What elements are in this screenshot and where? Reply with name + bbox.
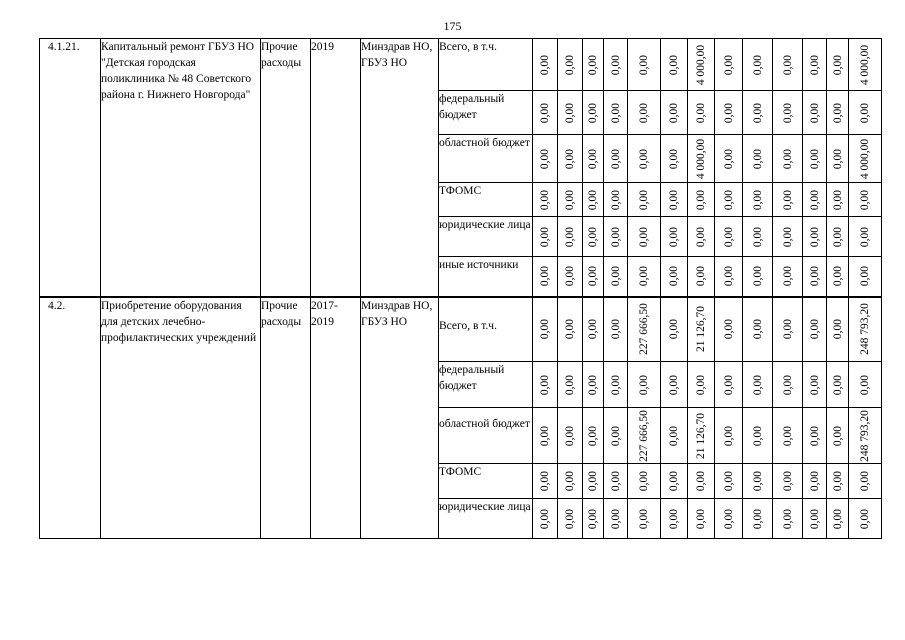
value-cell: 0,00 (604, 408, 628, 464)
value-cell: 0,00 (661, 297, 688, 362)
value-cell: 0,00 (803, 39, 827, 91)
value-cell: 0,00 (583, 297, 604, 362)
value-cell: 0,00 (604, 362, 628, 408)
value-cell: 0,00 (533, 464, 558, 499)
value-cell: 0,00 (604, 183, 628, 217)
value-cell: 0,00 (661, 91, 688, 135)
value-cell: 0,00 (558, 408, 583, 464)
value-cell: 0,00 (533, 408, 558, 464)
value-cell: 0,00 (743, 39, 773, 91)
funding-source: ТФОМС (439, 464, 533, 499)
funding-source: областной бюджет (439, 135, 533, 183)
value-cell: 0,00 (583, 408, 604, 464)
value-cell: 0,00 (803, 297, 827, 362)
value-cell: 0,00 (583, 464, 604, 499)
value-cell: 0,00 (743, 297, 773, 362)
value-cell: 0,00 (743, 183, 773, 217)
page-number: 175 (443, 19, 462, 33)
value-cell: 0,00 (803, 135, 827, 183)
value-cell: 0,00 (533, 39, 558, 91)
value-cell: 0,00 (558, 499, 583, 539)
table-row (40, 297, 882, 362)
value-cell: 0,00 (827, 135, 849, 183)
value-cell: 0,00 (558, 257, 583, 297)
value-cell: 0,00 (604, 257, 628, 297)
value-cell: 0,00 (743, 464, 773, 499)
value-cell: 0,00 (628, 499, 661, 539)
funding-source: Всего, в т.ч. (439, 39, 533, 91)
value-cell: 0,00 (849, 499, 882, 539)
value-cell: 0,00 (628, 135, 661, 183)
value-cell: 0,00 (803, 408, 827, 464)
funding-source: юридические лица (439, 499, 533, 539)
value-cell: 0,00 (849, 91, 882, 135)
value-cell: 0,00 (583, 135, 604, 183)
value-cell: 0,00 (661, 464, 688, 499)
value-cell: 0,00 (583, 39, 604, 91)
value-cell: 0,00 (803, 91, 827, 135)
item-category: Прочие расходы (261, 297, 311, 539)
value-cell: 0,00 (715, 297, 743, 362)
funding-source: областной бюджет (439, 408, 533, 464)
value-cell: 0,00 (715, 499, 743, 539)
value-cell: 0,00 (661, 217, 688, 257)
value-cell: 0,00 (827, 91, 849, 135)
item-executor: Минздрав НО, ГБУЗ НО (361, 297, 439, 539)
value-cell: 0,00 (604, 217, 628, 257)
value-cell: 0,00 (558, 183, 583, 217)
value-cell: 0,00 (628, 464, 661, 499)
value-cell: 0,00 (583, 362, 604, 408)
value-cell: 4 000,00 (688, 39, 715, 91)
value-cell: 0,00 (773, 183, 803, 217)
value-cell: 0,00 (773, 362, 803, 408)
funding-source: федеральный бюджет (439, 91, 533, 135)
value-cell: 0,00 (827, 183, 849, 217)
value-cell: 0,00 (773, 135, 803, 183)
value-cell: 0,00 (715, 39, 743, 91)
value-cell: 0,00 (773, 257, 803, 297)
value-cell: 0,00 (558, 39, 583, 91)
value-cell: 0,00 (827, 464, 849, 499)
value-cell: 0,00 (688, 91, 715, 135)
value-cell: 0,00 (558, 464, 583, 499)
item-number: 4.1.21. (40, 39, 101, 297)
value-cell: 0,00 (661, 135, 688, 183)
value-cell: 0,00 (533, 91, 558, 135)
value-cell: 0,00 (583, 183, 604, 217)
value-cell: 227 666,50 (628, 408, 661, 464)
value-cell: 0,00 (688, 257, 715, 297)
value-cell: 0,00 (743, 499, 773, 539)
value-cell: 0,00 (604, 91, 628, 135)
item-category: Прочие расходы (261, 39, 311, 297)
value-cell: 0,00 (743, 135, 773, 183)
item-title: Капитальный ремонт ГБУЗ НО "Детская городская поликлиника № 48 Советского района г. Нижнего Новгорода" (101, 39, 261, 297)
value-cell: 0,00 (743, 362, 773, 408)
item-years: 2017-2019 (311, 297, 361, 539)
value-cell: 0,00 (661, 408, 688, 464)
value-cell: 0,00 (827, 362, 849, 408)
value-cell: 0,00 (558, 217, 583, 257)
value-cell: 0,00 (688, 499, 715, 539)
table-row (40, 39, 882, 91)
value-cell: 0,00 (803, 257, 827, 297)
value-cell: 0,00 (604, 135, 628, 183)
item-executor: Минздрав НО, ГБУЗ НО (361, 39, 439, 297)
value-cell: 0,00 (661, 39, 688, 91)
value-cell: 0,00 (715, 135, 743, 183)
value-cell: 0,00 (803, 464, 827, 499)
value-cell: 227 666,50 (628, 297, 661, 362)
value-cell: 0,00 (661, 183, 688, 217)
value-cell: 0,00 (558, 297, 583, 362)
value-cell: 0,00 (604, 464, 628, 499)
value-cell: 0,00 (533, 362, 558, 408)
value-cell: 0,00 (533, 183, 558, 217)
value-cell: 0,00 (533, 499, 558, 539)
value-cell: 0,00 (743, 408, 773, 464)
value-cell: 0,00 (533, 257, 558, 297)
item-number: 4.2. (40, 297, 101, 539)
value-cell: 0,00 (558, 91, 583, 135)
value-cell: 0,00 (628, 362, 661, 408)
value-cell: 248 793,20 (849, 297, 882, 362)
value-cell: 0,00 (849, 183, 882, 217)
value-cell: 0,00 (688, 362, 715, 408)
value-cell: 0,00 (773, 408, 803, 464)
value-cell: 0,00 (604, 39, 628, 91)
value-cell: 0,00 (827, 408, 849, 464)
value-cell: 0,00 (803, 362, 827, 408)
value-cell: 0,00 (743, 257, 773, 297)
value-cell: 0,00 (628, 39, 661, 91)
value-cell: 0,00 (628, 257, 661, 297)
value-cell: 0,00 (628, 91, 661, 135)
funding-source: иные источники (439, 257, 533, 297)
value-cell: 0,00 (803, 217, 827, 257)
value-cell: 4 000,00 (849, 39, 882, 91)
value-cell: 0,00 (533, 217, 558, 257)
value-cell: 21 126,70 (688, 408, 715, 464)
value-cell: 4 000,00 (688, 135, 715, 183)
value-cell: 0,00 (715, 408, 743, 464)
value-cell: 0,00 (827, 217, 849, 257)
value-cell: 0,00 (604, 297, 628, 362)
value-cell: 0,00 (743, 217, 773, 257)
value-cell: 0,00 (661, 257, 688, 297)
value-cell: 0,00 (773, 217, 803, 257)
value-cell: 0,00 (715, 362, 743, 408)
value-cell: 0,00 (849, 257, 882, 297)
value-cell: 0,00 (583, 257, 604, 297)
value-cell: 0,00 (715, 257, 743, 297)
value-cell: 0,00 (743, 91, 773, 135)
value-cell: 0,00 (688, 183, 715, 217)
value-cell: 0,00 (773, 297, 803, 362)
value-cell: 0,00 (715, 217, 743, 257)
value-cell: 0,00 (827, 257, 849, 297)
value-cell: 248 793,20 (849, 408, 882, 464)
section-4-1-21 (40, 39, 882, 297)
value-cell: 0,00 (827, 39, 849, 91)
item-years: 2019 (311, 39, 361, 297)
budget-table (39, 38, 882, 539)
value-cell: 0,00 (558, 135, 583, 183)
value-cell: 0,00 (688, 217, 715, 257)
value-cell: 0,00 (773, 91, 803, 135)
value-cell: 0,00 (661, 499, 688, 539)
value-cell: 0,00 (558, 362, 583, 408)
value-cell: 0,00 (803, 499, 827, 539)
item-title: Приобретение оборудования для детских лечебно-профилактических учреждений (101, 297, 261, 539)
value-cell: 0,00 (715, 183, 743, 217)
value-cell: 0,00 (628, 217, 661, 257)
value-cell: 0,00 (688, 464, 715, 499)
section-4-2 (40, 297, 882, 539)
value-cell: 0,00 (661, 362, 688, 408)
value-cell: 0,00 (583, 499, 604, 539)
funding-source: Всего, в т.ч. (439, 297, 533, 362)
value-cell: 4 000,00 (849, 135, 882, 183)
value-cell: 0,00 (583, 217, 604, 257)
value-cell: 0,00 (533, 135, 558, 183)
funding-source: федеральный бюджет (439, 362, 533, 408)
value-cell: 0,00 (827, 499, 849, 539)
value-cell: 0,00 (849, 464, 882, 499)
value-cell: 21 126,70 (688, 297, 715, 362)
value-cell: 0,00 (715, 464, 743, 499)
value-cell: 0,00 (827, 297, 849, 362)
value-cell: 0,00 (773, 499, 803, 539)
value-cell: 0,00 (849, 362, 882, 408)
value-cell: 0,00 (849, 217, 882, 257)
funding-source: юридические лица (439, 217, 533, 257)
value-cell: 0,00 (628, 183, 661, 217)
value-cell: 0,00 (533, 297, 558, 362)
value-cell: 0,00 (773, 464, 803, 499)
value-cell: 0,00 (773, 39, 803, 91)
value-cell: 0,00 (583, 91, 604, 135)
value-cell: 0,00 (715, 91, 743, 135)
funding-source: ТФОМС (439, 183, 533, 217)
value-cell: 0,00 (604, 499, 628, 539)
value-cell: 0,00 (803, 183, 827, 217)
